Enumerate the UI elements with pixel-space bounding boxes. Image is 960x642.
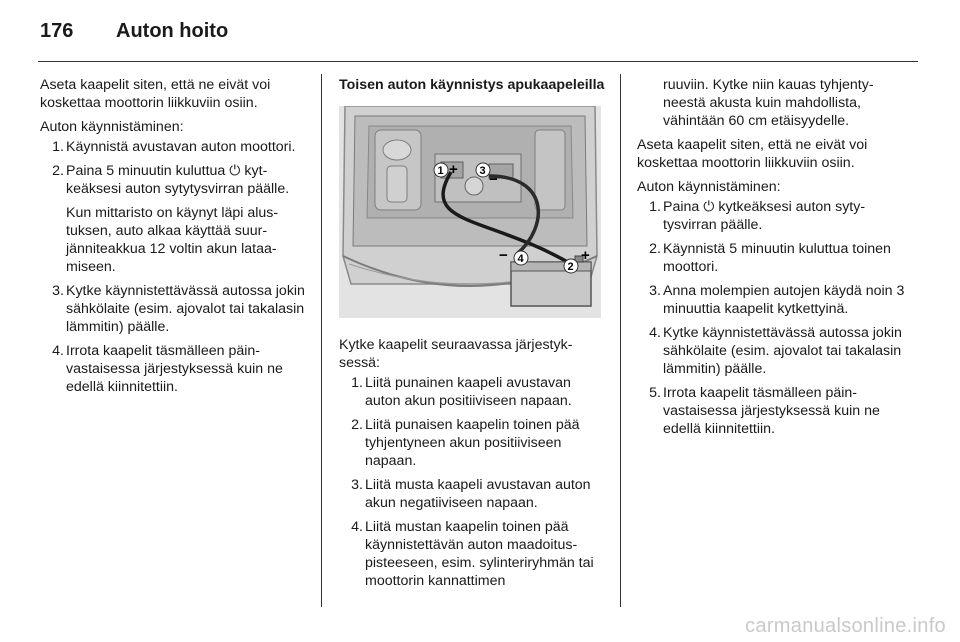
list-item: 2. Liitä punaisen kaapelin toinen pää tyhjentyneen akun positiiviseen napaan. xyxy=(351,417,580,469)
list-item: 4. Irrota kaapelit täsmälleen päinvastaisessa järjestyksessä kuin ne edellä kiinnitettiin. xyxy=(52,343,283,395)
paragraph: Auton käynnistäminen: xyxy=(40,119,184,135)
page-title: Auton hoito xyxy=(116,20,229,42)
list-item: 3. Liitä musta kaapeli avustavan auton akun negatiiviseen napaan. xyxy=(351,477,591,511)
list-item: 3. Kytke käynnistettävässä autossa jokin sähkölaite (esim. ajovalot tai takalasin lämmitin) päälle. xyxy=(52,283,305,335)
header-divider xyxy=(38,61,918,62)
column-middle xyxy=(339,76,605,596)
start-steps-list xyxy=(40,138,306,396)
list-item: 4. Kytke käynnistettävässä autossa jokin sähkölaite (esim. ajovalot tai takalasin lämmitin) päälle. xyxy=(649,325,902,377)
figure-label-minus-3: − xyxy=(489,171,498,188)
list-item: 3. Anna molempien autojen käydä noin 3 minuuttia kaapelit kytkettyinä. xyxy=(649,283,905,317)
list-item: 4. Liitä mustan kaapelin toinen pää käynnistettävän auton maadoituspisteeseen, esim. sylinteriryhmän tai moottorin kannattimen xyxy=(351,519,594,589)
start-steps-list xyxy=(637,198,905,438)
figure-label-minus-4: − xyxy=(499,247,508,264)
paragraph: Auton käynnistäminen: xyxy=(637,179,781,195)
connection-steps-list xyxy=(339,374,605,590)
list-item: 2. Käynnistä 5 minuutin kuluttua toinen moottori. xyxy=(649,241,891,275)
page-header xyxy=(40,18,920,58)
figure-label-4: 4 xyxy=(517,253,524,265)
watermark: carmanualsonline.info xyxy=(745,615,946,637)
column-divider-2 xyxy=(620,74,621,607)
page-number: 176 xyxy=(40,20,74,42)
figure-label-plus-2: + xyxy=(581,247,590,264)
column-right xyxy=(637,76,905,444)
paragraph: Kytke kaapelit seuraavassa järjestyksessä: xyxy=(339,337,573,371)
figure-label-2: 2 xyxy=(567,261,574,273)
list-item: 1. Liitä punainen kaapeli avustavan auton akun positiiviseen napaan. xyxy=(351,375,572,409)
section-heading: Toisen auton käynnistys apukaapeleilla xyxy=(339,77,605,93)
list-item: 1. Käynnistä avustavan auton moottori. xyxy=(52,139,296,155)
list-item-note: Kun mittaristo on käynyt läpi alustuksen, auto alkaa käyttää suurjänniteakkua 12 voltin akun lataamiseen. xyxy=(66,205,279,275)
figure-label-1: 1 xyxy=(437,165,444,177)
jump-start-diagram xyxy=(339,106,601,318)
list-item: 5. Irrota kaapelit täsmälleen päinvastaisessa järjestyksessä kuin ne edellä kiinnitettiin. xyxy=(649,385,880,437)
column-left xyxy=(40,76,306,402)
continued-text: ruuviin. Kytke niin kauas tyhjentyneestä akusta kuin mahdollista, vähintään 60 cm etäisyydelle. xyxy=(663,77,874,129)
column-divider-1 xyxy=(321,74,322,607)
list-item: 1. Paina ⏻ kytkeäksesi auton sytytysvirran päälle. xyxy=(649,199,866,233)
paragraph: Aseta kaapelit siten, että ne eivät voi koskettaa moottorin liikkuviin osiin. xyxy=(637,137,868,171)
figure-label-plus-1: + xyxy=(449,161,458,178)
list-item: 2. Paina 5 minuutin kuluttua ⏻ kytkeäksesi auton sytytysvirran päälle. Kun mittaristo on käynyt läpi alustuksen, auto alkaa käyttää suurjänniteakkua 12 voltin akun lataamiseen. xyxy=(40,162,306,276)
paragraph: Aseta kaapelit siten, että ne eivät voi koskettaa moottorin liikkuviin osiin. xyxy=(40,77,271,111)
jump-start-illustration xyxy=(339,106,601,318)
figure-label-3: 3 xyxy=(479,165,486,177)
